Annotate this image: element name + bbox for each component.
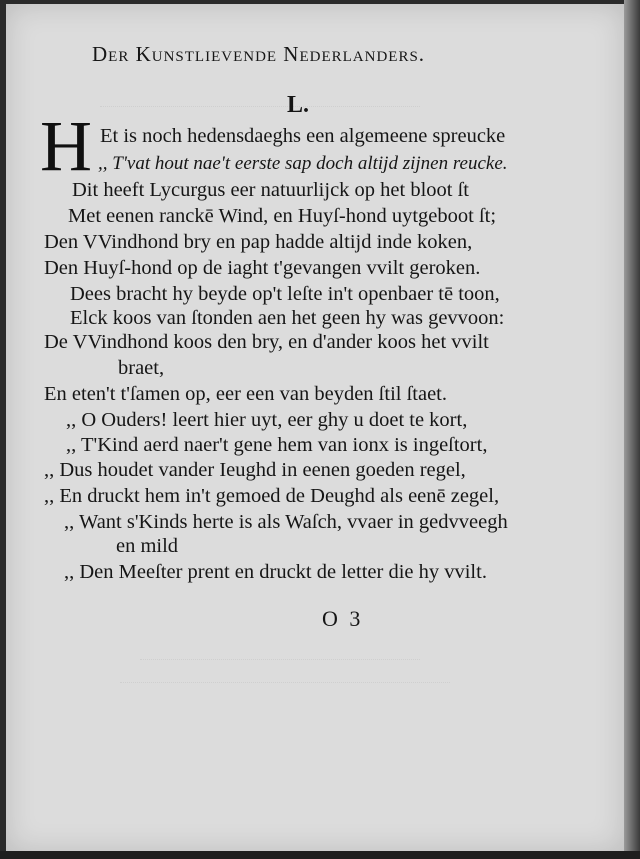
poem-line: ,, Den Meeſter prent en druckt de letter die hy vvilt. — [64, 561, 487, 583]
page-edge-right — [624, 0, 640, 859]
show-through-line — [100, 92, 420, 107]
poem-line: Elck koos van ſtonden aen het geen hy was gevvoon: — [70, 307, 505, 329]
running-header: Der Kunstlievende Nederlanders. — [92, 42, 426, 66]
page-edge-bottom — [0, 851, 640, 859]
poem-line: Met eenen ranckē Wind, en Huyſ-hond uytgeboot ſt; — [68, 205, 497, 227]
poem-line: Dees bracht hy beyde op't leſte in't openbaer tē toon, — [70, 283, 500, 305]
poem-line: ,, T'Kind aerd naer't gene hem van ionx is ingeſtort, — [66, 434, 488, 456]
drop-cap: H — [40, 106, 92, 186]
poem-line: Dit heeft Lycurgus eer natuurlijck op het bloot ſt — [72, 179, 469, 201]
poem-line: ,, O Ouders! leert hier uyt, eer ghy u doet te kort, — [66, 409, 468, 431]
section-number: L. — [287, 92, 310, 118]
poem-line: ,, Dus houdet vander Ieughd in eenen goeden regel, — [44, 459, 466, 481]
poem-line: ,, T'vat hout nae't eerste sap doch altijd zijnen reucke. — [98, 153, 508, 174]
poem-line: En eten't t'ſamen op, eer een van beyden ſtil ſtaet. — [44, 383, 447, 405]
poem-line: ,, En druckt hem in't gemoed de Deughd als eenē zegel, — [44, 485, 500, 507]
poem-line: Et is noch hedensdaeghs een algemeene spreucke — [100, 125, 506, 147]
signature-mark: O 3 — [322, 606, 364, 631]
poem-line: Den Huyſ-hond op de iaght t'gevangen vvilt geroken. — [44, 257, 481, 279]
show-through-line — [120, 668, 450, 683]
poem-line: Den VVindhond bry en pap hadde altijd inde koken, — [44, 231, 473, 253]
poem-line: en mild — [116, 535, 179, 557]
poem-line: De VVindhond koos den bry, en d'ander koos het vvilt — [44, 331, 489, 353]
poem-line: braet, — [118, 357, 165, 379]
poem-line: ,, Want s'Kinds herte is als Waſch, vvaer in gedvveegh — [64, 511, 508, 533]
show-through-line — [140, 645, 420, 660]
